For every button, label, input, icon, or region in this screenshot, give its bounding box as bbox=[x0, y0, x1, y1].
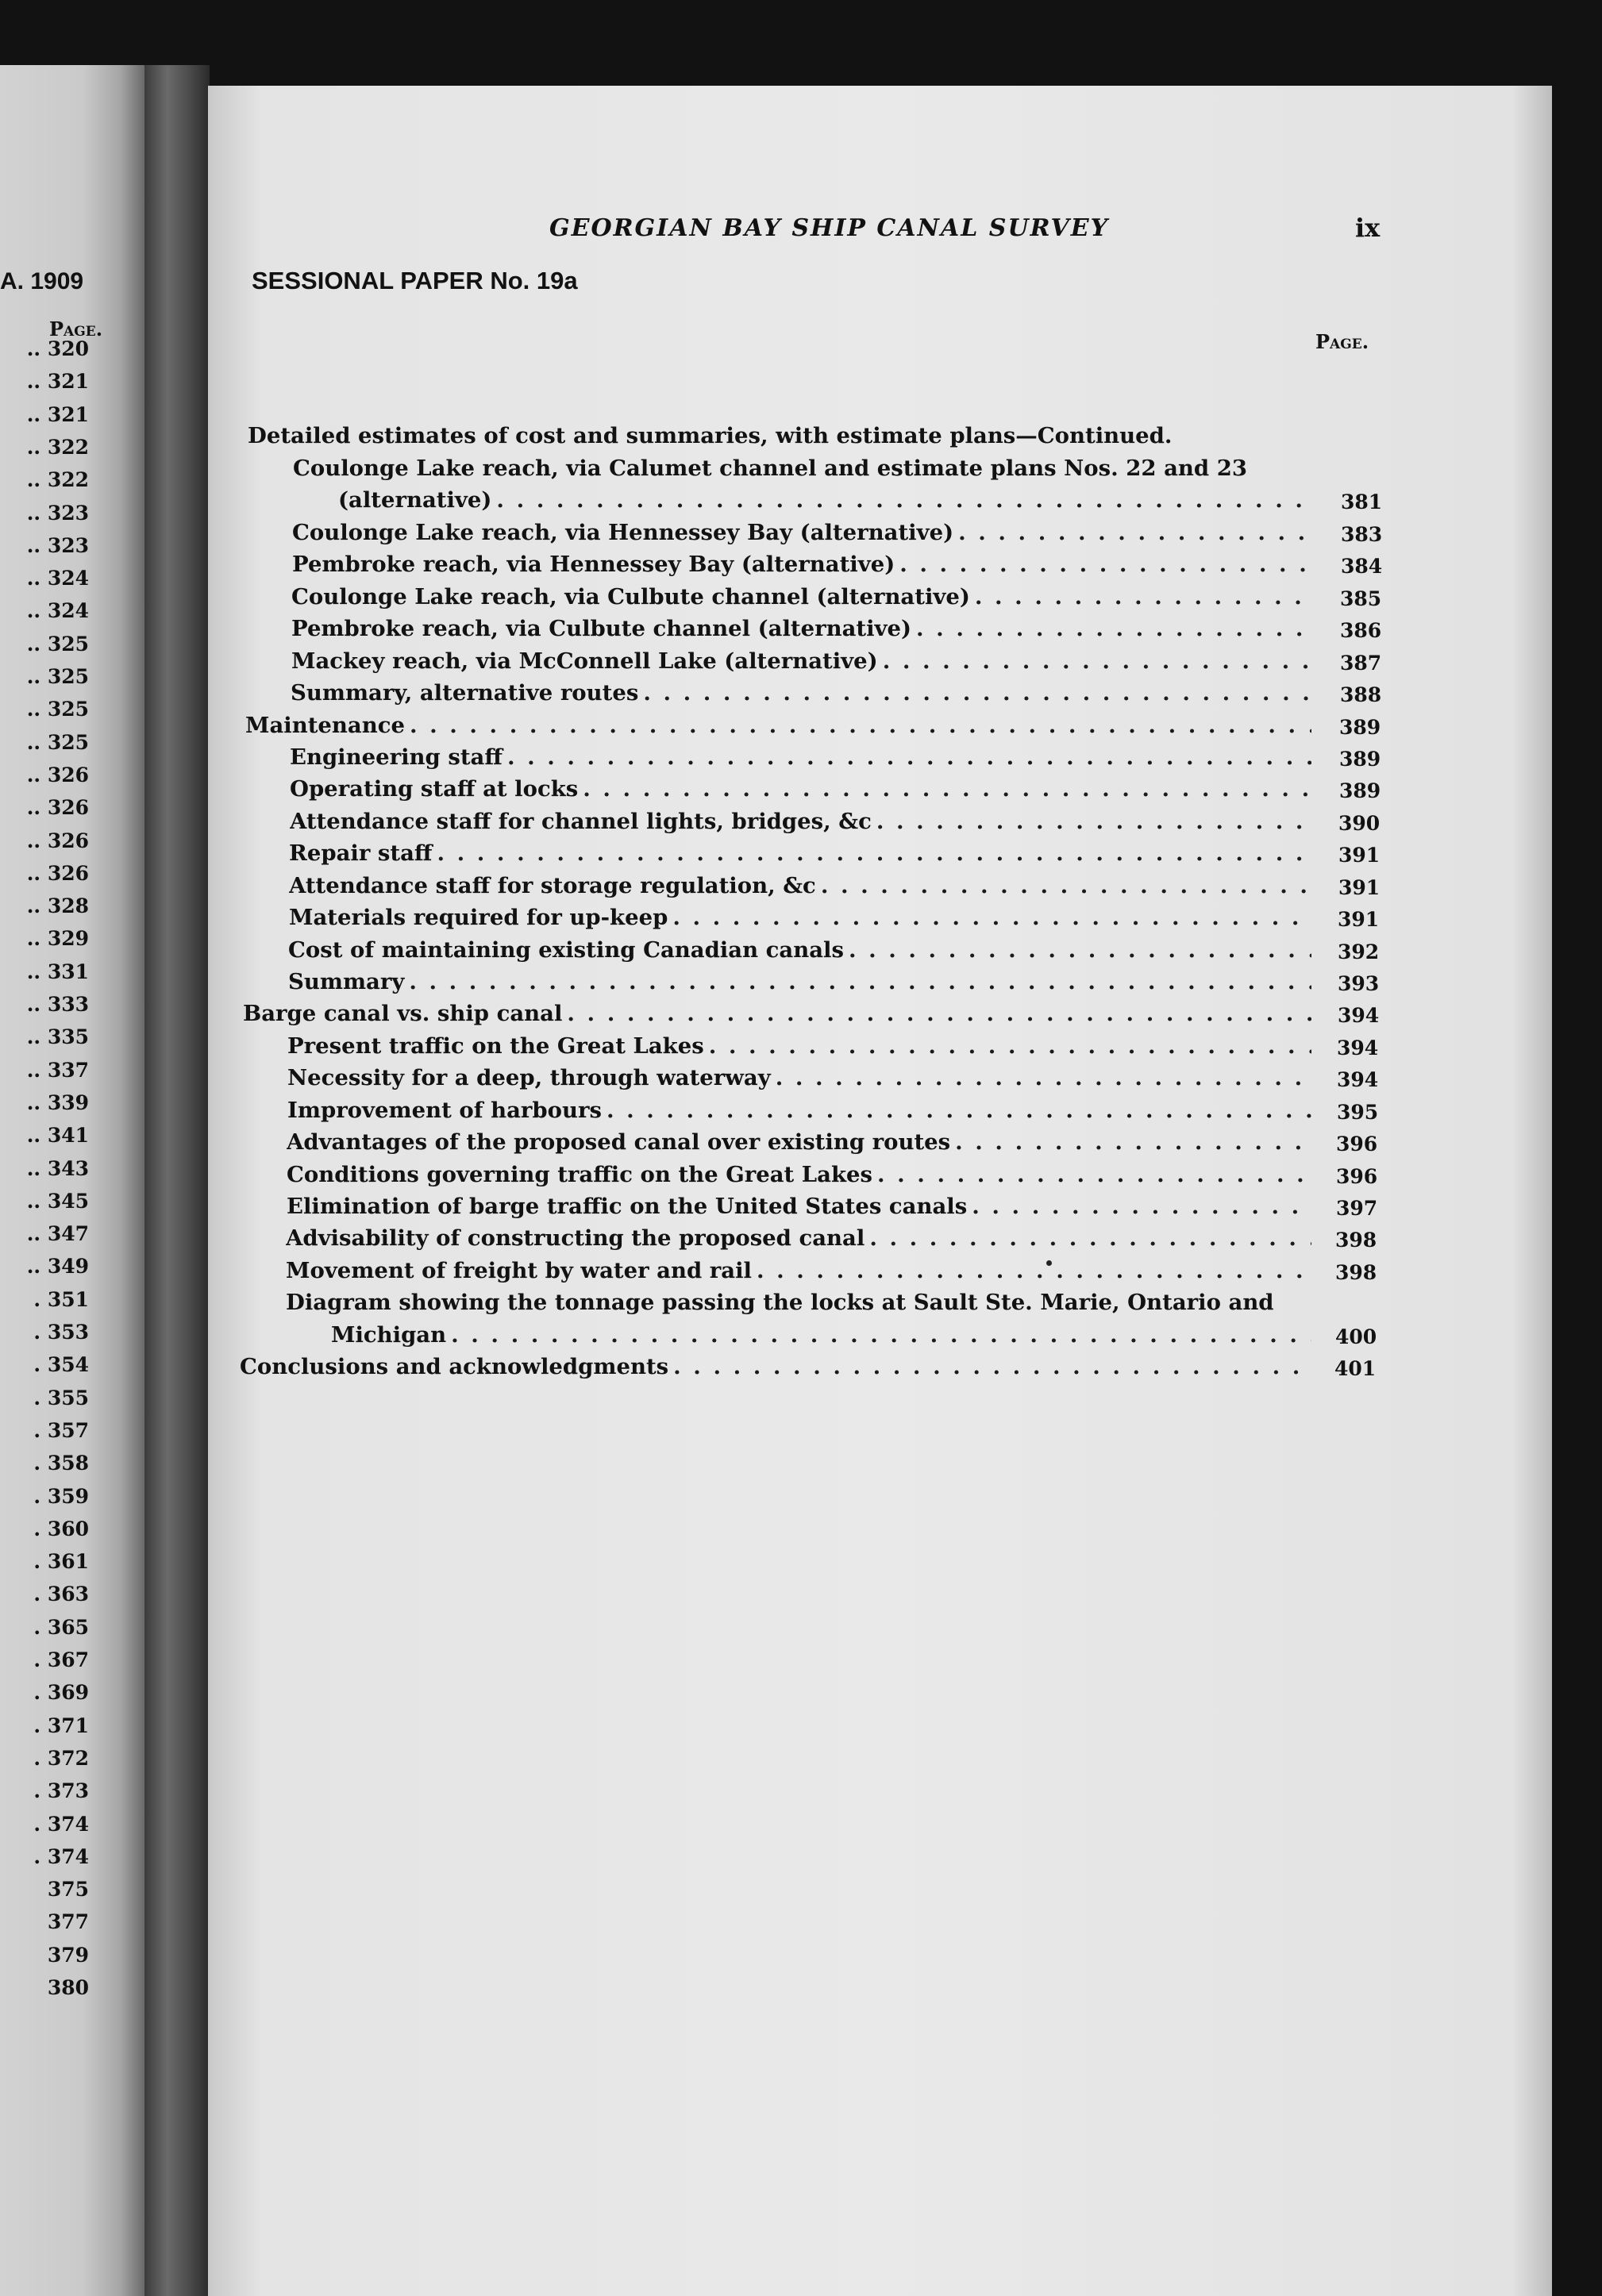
dot-leader bbox=[872, 809, 1311, 834]
toc-entry-page-number: 391 bbox=[1338, 908, 1380, 931]
toc-entry-title: Cost of maintaining existing Canadian canals bbox=[288, 937, 844, 963]
left-page-number: . 351 bbox=[33, 1287, 89, 1311]
toc-entry-page-number: 391 bbox=[1338, 876, 1381, 899]
table-of-contents bbox=[208, 86, 1552, 1435]
toc-entry-title: Pembroke reach, via Hennessey Bay (alternative) bbox=[292, 552, 895, 577]
left-page-number: .. 328 bbox=[26, 894, 89, 918]
toc-entry-page-number: 389 bbox=[1339, 748, 1381, 771]
left-page-number: . 367 bbox=[33, 1648, 89, 1671]
dot-leader bbox=[950, 1129, 1311, 1155]
toc-entry bbox=[290, 744, 1311, 773]
dot-leader bbox=[668, 905, 1311, 930]
toc-entry bbox=[286, 1225, 1311, 1254]
left-page-number: 377 bbox=[47, 1910, 89, 1934]
toc-entry bbox=[331, 1322, 1311, 1351]
toc-entry-page-number: 392 bbox=[1338, 940, 1380, 963]
toc-entry-page-number: 400 bbox=[1335, 1325, 1377, 1348]
toc-entry-title: Present traffic on the Great Lakes bbox=[287, 1033, 704, 1059]
dot-leader bbox=[844, 937, 1311, 963]
left-page-number: .. 341 bbox=[26, 1124, 89, 1148]
toc-entry-title: Advantages of the proposed canal over existing routes bbox=[287, 1129, 951, 1155]
left-page-number: .. 337 bbox=[26, 1058, 89, 1082]
toc-entry bbox=[287, 1129, 1311, 1158]
left-page-number: . 357 bbox=[33, 1418, 89, 1442]
left-page-number: .. 339 bbox=[26, 1090, 89, 1114]
left-page-number: . 360 bbox=[33, 1517, 89, 1540]
toc-entry-title: Elimination of barge traffic on the United States canals bbox=[287, 1194, 968, 1219]
toc-entry bbox=[338, 487, 1311, 516]
dot-leader bbox=[503, 744, 1311, 770]
left-page-number: .. 343 bbox=[26, 1156, 89, 1180]
toc-entry-page-number: 386 bbox=[1340, 619, 1382, 642]
toc-entry-page-number: 384 bbox=[1341, 555, 1383, 578]
dot-leader bbox=[638, 680, 1311, 706]
toc-entry-page-number: 389 bbox=[1339, 716, 1381, 739]
toc-entry bbox=[287, 1033, 1311, 1062]
dot-leader bbox=[816, 873, 1311, 898]
book-gutter bbox=[144, 65, 210, 2296]
toc-entry bbox=[287, 1162, 1311, 1190]
left-page-number: .. 335 bbox=[26, 1025, 89, 1049]
dot-leader bbox=[895, 552, 1311, 577]
dot-leader bbox=[953, 520, 1311, 545]
left-page-number: . 359 bbox=[33, 1484, 89, 1508]
toc-entry bbox=[245, 713, 1311, 741]
toc-entry-page-number: 396 bbox=[1336, 1165, 1378, 1188]
toc-entry-page-number: 398 bbox=[1335, 1229, 1377, 1252]
toc-entry-title: Maintenance bbox=[245, 713, 405, 738]
toc-entry bbox=[291, 616, 1311, 644]
toc-entry bbox=[287, 1065, 1311, 1094]
left-page-number: .. 325 bbox=[26, 632, 89, 656]
toc-entry-page-number: 391 bbox=[1338, 844, 1381, 867]
page-folio: ix bbox=[1355, 213, 1381, 243]
toc-entry-title: Mackey reach, via McConnell Lake (alternative) bbox=[291, 648, 878, 674]
dot-leader bbox=[562, 1001, 1311, 1026]
left-page-number: . 374 bbox=[33, 1812, 89, 1836]
left-page-number: .. 325 bbox=[26, 730, 89, 754]
left-page-number: .. 326 bbox=[26, 796, 89, 820]
toc-entry-title: Conclusions and acknowledgments bbox=[240, 1354, 669, 1379]
sessional-paper-heading: SESSIONAL PAPER No. 19a bbox=[252, 267, 578, 294]
ink-speck bbox=[1046, 1260, 1052, 1266]
dot-leader bbox=[771, 1065, 1311, 1090]
left-page-column-heading: Page. bbox=[49, 317, 103, 340]
toc-entry-title: Detailed estimates of cost and summaries, with estimate plans—Continued. bbox=[248, 423, 1173, 448]
toc-entry-page-number: 381 bbox=[1341, 490, 1383, 513]
left-page-number: .. 323 bbox=[26, 533, 89, 557]
dot-leader bbox=[752, 1258, 1311, 1283]
toc-entry-page-number: 396 bbox=[1336, 1133, 1378, 1156]
left-page-number: . 355 bbox=[33, 1386, 89, 1410]
dot-leader bbox=[491, 487, 1311, 513]
toc-entry-title: Coulonge Lake reach, via Hennessey Bay (alternative) bbox=[292, 520, 954, 545]
toc-entry-title: Summary, alternative routes bbox=[291, 680, 639, 706]
toc-entry-page-number: 389 bbox=[1339, 779, 1381, 802]
left-page-number: . 374 bbox=[33, 1844, 89, 1868]
dot-leader bbox=[872, 1162, 1311, 1187]
dot-leader bbox=[404, 969, 1311, 994]
toc-entry bbox=[289, 840, 1311, 869]
left-page-number: .. 321 bbox=[26, 370, 89, 394]
dot-leader bbox=[668, 1354, 1311, 1379]
toc-entry-page-number: 394 bbox=[1338, 1004, 1380, 1027]
left-page-number: . 358 bbox=[33, 1452, 89, 1475]
toc-entry-page-number: 383 bbox=[1341, 523, 1383, 546]
dot-leader bbox=[405, 713, 1311, 738]
left-page-number: . 365 bbox=[33, 1615, 89, 1639]
dot-leader bbox=[602, 1098, 1311, 1123]
toc-entry-title: (alternative) bbox=[338, 487, 492, 513]
toc-entry-title: Michigan bbox=[331, 1322, 447, 1348]
toc-entry bbox=[248, 423, 1311, 452]
left-page-number: .. 324 bbox=[26, 567, 89, 590]
left-page-number: .. 333 bbox=[26, 993, 89, 1016]
running-title: GEORGIAN BAY SHIP CANAL SURVEY bbox=[549, 214, 1110, 242]
left-page-number: .. 347 bbox=[26, 1222, 89, 1246]
toc-entry bbox=[243, 1001, 1311, 1029]
toc-entry-title: Summary bbox=[288, 969, 405, 994]
toc-entry bbox=[286, 1258, 1311, 1286]
toc-entry bbox=[291, 648, 1311, 677]
toc-entry bbox=[287, 1098, 1311, 1126]
dot-leader bbox=[578, 776, 1311, 802]
left-page-number: .. 323 bbox=[26, 501, 89, 525]
left-page-number: . 354 bbox=[33, 1353, 89, 1377]
toc-entry-title: Coulonge Lake reach, via Calumet channel and estimate plans Nos. 22 and 23 bbox=[293, 456, 1247, 481]
left-page-number: .. 322 bbox=[26, 468, 89, 492]
left-page-number: . 372 bbox=[33, 1746, 89, 1770]
left-page-number: . 353 bbox=[33, 1321, 89, 1344]
main-page bbox=[208, 86, 1552, 2296]
left-page-number: .. 329 bbox=[26, 927, 89, 951]
left-page-number: .. 324 bbox=[26, 599, 89, 623]
left-page-number: 380 bbox=[47, 1976, 89, 1999]
dot-leader bbox=[970, 584, 1311, 610]
dot-leader bbox=[865, 1225, 1311, 1251]
toc-entry bbox=[290, 809, 1311, 837]
left-page-number: .. 321 bbox=[26, 402, 89, 426]
left-page-number: .. 349 bbox=[26, 1255, 89, 1279]
toc-entry-title: Operating staff at locks bbox=[290, 776, 579, 802]
toc-entry-page-number: 397 bbox=[1336, 1197, 1378, 1220]
previous-page-edge bbox=[0, 65, 151, 2296]
toc-entry-page-number: 387 bbox=[1340, 652, 1382, 675]
toc-entry-title: Repair staff bbox=[289, 840, 433, 866]
toc-entry bbox=[291, 584, 1311, 613]
toc-entry bbox=[292, 520, 1311, 548]
dot-leader bbox=[878, 648, 1311, 674]
toc-entry bbox=[240, 1354, 1311, 1383]
toc-entry-title: Conditions governing traffic on the Great Lakes bbox=[287, 1162, 872, 1187]
dot-leader bbox=[432, 840, 1311, 866]
toc-entry bbox=[288, 969, 1311, 998]
dot-leader bbox=[704, 1033, 1311, 1059]
left-page-number: .. 326 bbox=[26, 829, 89, 852]
toc-entry-page-number: 393 bbox=[1338, 972, 1380, 995]
left-page-number: . 369 bbox=[33, 1681, 89, 1705]
left-page-number: . 361 bbox=[33, 1550, 89, 1574]
toc-entry-title: Attendance staff for storage regulation, &c bbox=[289, 873, 816, 898]
toc-entry bbox=[290, 776, 1311, 805]
toc-entry-title: Coulonge Lake reach, via Culbute channel (alternative) bbox=[291, 584, 970, 610]
toc-entry-title: Advisability of constructing the proposed canal bbox=[286, 1225, 865, 1251]
dot-leader bbox=[446, 1322, 1311, 1348]
left-page-number: . 373 bbox=[33, 1779, 89, 1803]
toc-entry-title: Engineering staff bbox=[290, 744, 503, 770]
page-column-heading: Page. bbox=[1315, 330, 1369, 353]
toc-entry-title: Barge canal vs. ship canal bbox=[243, 1001, 563, 1026]
toc-entry-title: Attendance staff for channel lights, bridges, &c bbox=[290, 809, 872, 834]
toc-entry-page-number: 401 bbox=[1334, 1357, 1377, 1380]
left-page-number: .. 322 bbox=[26, 435, 89, 459]
toc-entry bbox=[287, 1194, 1311, 1222]
toc-entry bbox=[292, 552, 1311, 580]
toc-entry-title: Improvement of harbours bbox=[287, 1098, 602, 1123]
toc-entry bbox=[289, 873, 1311, 902]
dot-leader bbox=[967, 1194, 1311, 1219]
left-page-number: .. 345 bbox=[26, 1189, 89, 1213]
left-page-number: .. 326 bbox=[26, 861, 89, 885]
toc-entry-page-number: 398 bbox=[1335, 1261, 1377, 1284]
left-page-number: .. 325 bbox=[26, 665, 89, 688]
toc-entry-page-number: 388 bbox=[1340, 683, 1382, 706]
toc-entry-title: Necessity for a deep, through waterway bbox=[287, 1065, 771, 1090]
left-page-number: . 363 bbox=[33, 1583, 89, 1606]
toc-entry-title: Diagram showing the tonnage passing the locks at Sault Ste. Marie, Ontario and bbox=[286, 1290, 1274, 1315]
toc-entry-title: Materials required for up-keep bbox=[289, 905, 668, 930]
left-page-number: .. 331 bbox=[26, 960, 89, 983]
toc-entry-title: Movement of freight by water and rail bbox=[286, 1258, 752, 1283]
toc-entry-page-number: 385 bbox=[1340, 587, 1382, 610]
toc-entry bbox=[289, 905, 1311, 933]
left-page-number: . 371 bbox=[33, 1713, 89, 1737]
left-page-header: A. 1909 bbox=[0, 268, 84, 294]
left-page-number: .. 326 bbox=[26, 763, 89, 786]
toc-entry-page-number: 394 bbox=[1337, 1036, 1379, 1060]
dot-leader bbox=[911, 616, 1311, 641]
toc-entry-title: Pembroke reach, via Culbute channel (alternative) bbox=[291, 616, 912, 641]
toc-entry bbox=[293, 456, 1311, 484]
left-page-number: .. 320 bbox=[26, 337, 89, 360]
toc-entry-page-number: 395 bbox=[1337, 1101, 1379, 1124]
toc-entry bbox=[286, 1290, 1311, 1318]
left-page-number: 379 bbox=[47, 1943, 89, 1967]
left-page-number: 375 bbox=[47, 1878, 89, 1902]
left-page-number: .. 325 bbox=[26, 698, 89, 721]
toc-entry-page-number: 390 bbox=[1338, 812, 1381, 835]
toc-entry bbox=[288, 937, 1311, 966]
toc-entry bbox=[291, 680, 1311, 709]
toc-entry-page-number: 394 bbox=[1337, 1068, 1379, 1091]
